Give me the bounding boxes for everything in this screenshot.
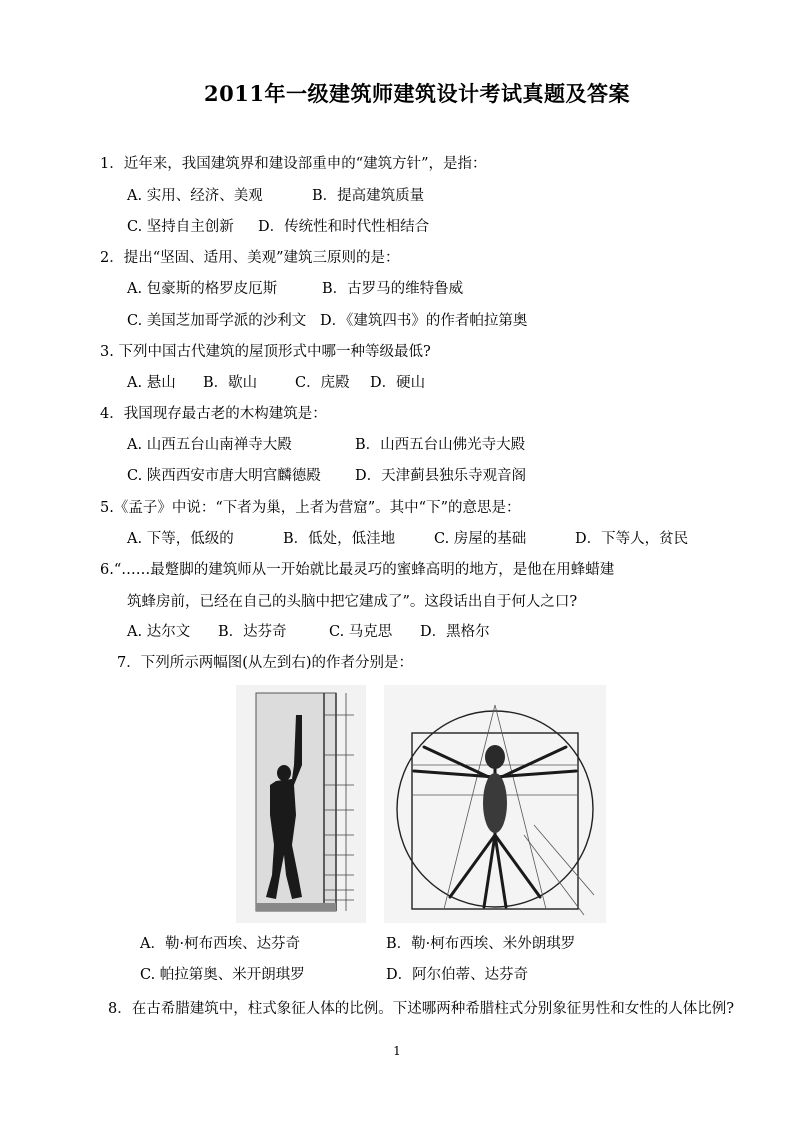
- question-1-option-b: B．提高建筑质量: [312, 188, 425, 204]
- question-6-option-c: C. 马克思: [329, 624, 393, 640]
- question-7-figure: [236, 685, 606, 923]
- question-3-option-a: A. 悬山: [127, 375, 176, 391]
- question-6-option-d: D．黑格尔: [420, 624, 490, 640]
- question-4-option-a: A. 山西五台山南禅寺大殿: [127, 437, 292, 453]
- question-4-option-c: C. 陕西西安市唐大明宫麟德殿: [127, 468, 321, 484]
- question-6-stem-continued: 筑蜂房前，已经在自己的头脑中把它建成了”。这段话出自于何人之口?: [127, 594, 578, 610]
- question-7-option-b: B．勒·柯布西埃、米外朗琪罗: [386, 936, 576, 952]
- page-title: 2011年一级建筑师建筑设计考试真题及答案: [204, 81, 630, 106]
- question-3-option-d: D．硬山: [370, 375, 426, 391]
- modulor-figure-icon: [236, 685, 366, 923]
- question-4-option-b: B．山西五台山佛光寺大殿: [355, 437, 526, 453]
- question-3-stem: 3. 下列中国古代建筑的屋顶形式中哪一种等级最低?: [100, 344, 431, 360]
- question-7-option-a: A．勒·柯布西埃、达芬奇: [140, 936, 301, 952]
- question-5-option-b: B．低处，低洼地: [283, 531, 396, 547]
- question-1-option-c: C. 坚持自主创新: [127, 219, 234, 235]
- vitruvian-man-icon: [384, 685, 606, 923]
- question-2-option-c: C. 美国芝加哥学派的沙利文: [127, 313, 307, 329]
- question-1-option-d: D．传统性和时代性相结合: [258, 219, 430, 235]
- question-1-option-a: A. 实用、经济、美观: [127, 188, 263, 204]
- question-5-option-d: D．下等人，贫民: [575, 531, 689, 547]
- question-7-option-c: C. 帕拉第奥、米开朗琪罗: [140, 967, 305, 983]
- question-7-stem: 7．下列所示两幅图(从左到右)的作者分别是：: [117, 655, 414, 671]
- question-2-option-b: B．古罗马的维特鲁威: [322, 281, 464, 297]
- question-6-option-a: A. 达尔文: [127, 624, 191, 640]
- question-2-option-d: D．《建筑四书》的作者帕拉第奥: [320, 313, 528, 329]
- question-6-option-b: B．达芬奇: [218, 624, 287, 640]
- question-4-stem: 4．我国现存最古老的木构建筑是：: [100, 406, 327, 422]
- question-7-option-d: D．阿尔伯蒂、达芬奇: [386, 967, 529, 983]
- question-5-option-a: A. 下等，低级的: [127, 531, 234, 547]
- question-5-option-c: C. 房屋的基础: [434, 531, 527, 547]
- question-4-option-d: D．天津蓟县独乐寺观音阁: [355, 468, 527, 484]
- question-1-stem: 1．近年来，我国建筑界和建设部重申的“建筑方针”，是指：: [100, 156, 487, 172]
- question-2-option-a: A. 包豪斯的格罗皮厄斯: [127, 281, 278, 297]
- question-2-stem: 2．提出“坚固、适用、美观”建筑三原则的是：: [100, 250, 400, 266]
- question-8-stem: 8．在古希腊建筑中，柱式象征人体的比例。下述哪两种希腊柱式分别象征男性和女性的人体比例?: [108, 1001, 734, 1017]
- question-6-stem: 6.“……最蹩脚的建筑师从一开始就比最灵巧的蜜蜂高明的地方，是他在用蜂蜡建: [100, 562, 615, 578]
- question-5-stem: 5.《孟子》中说：“下者为巢，上者为营窟”。其中“下”的意思是：: [100, 500, 521, 516]
- question-3-option-b: B．歇山: [203, 375, 258, 391]
- page-number: 1: [393, 1044, 401, 1058]
- question-3-option-c: C．庑殿: [295, 375, 350, 391]
